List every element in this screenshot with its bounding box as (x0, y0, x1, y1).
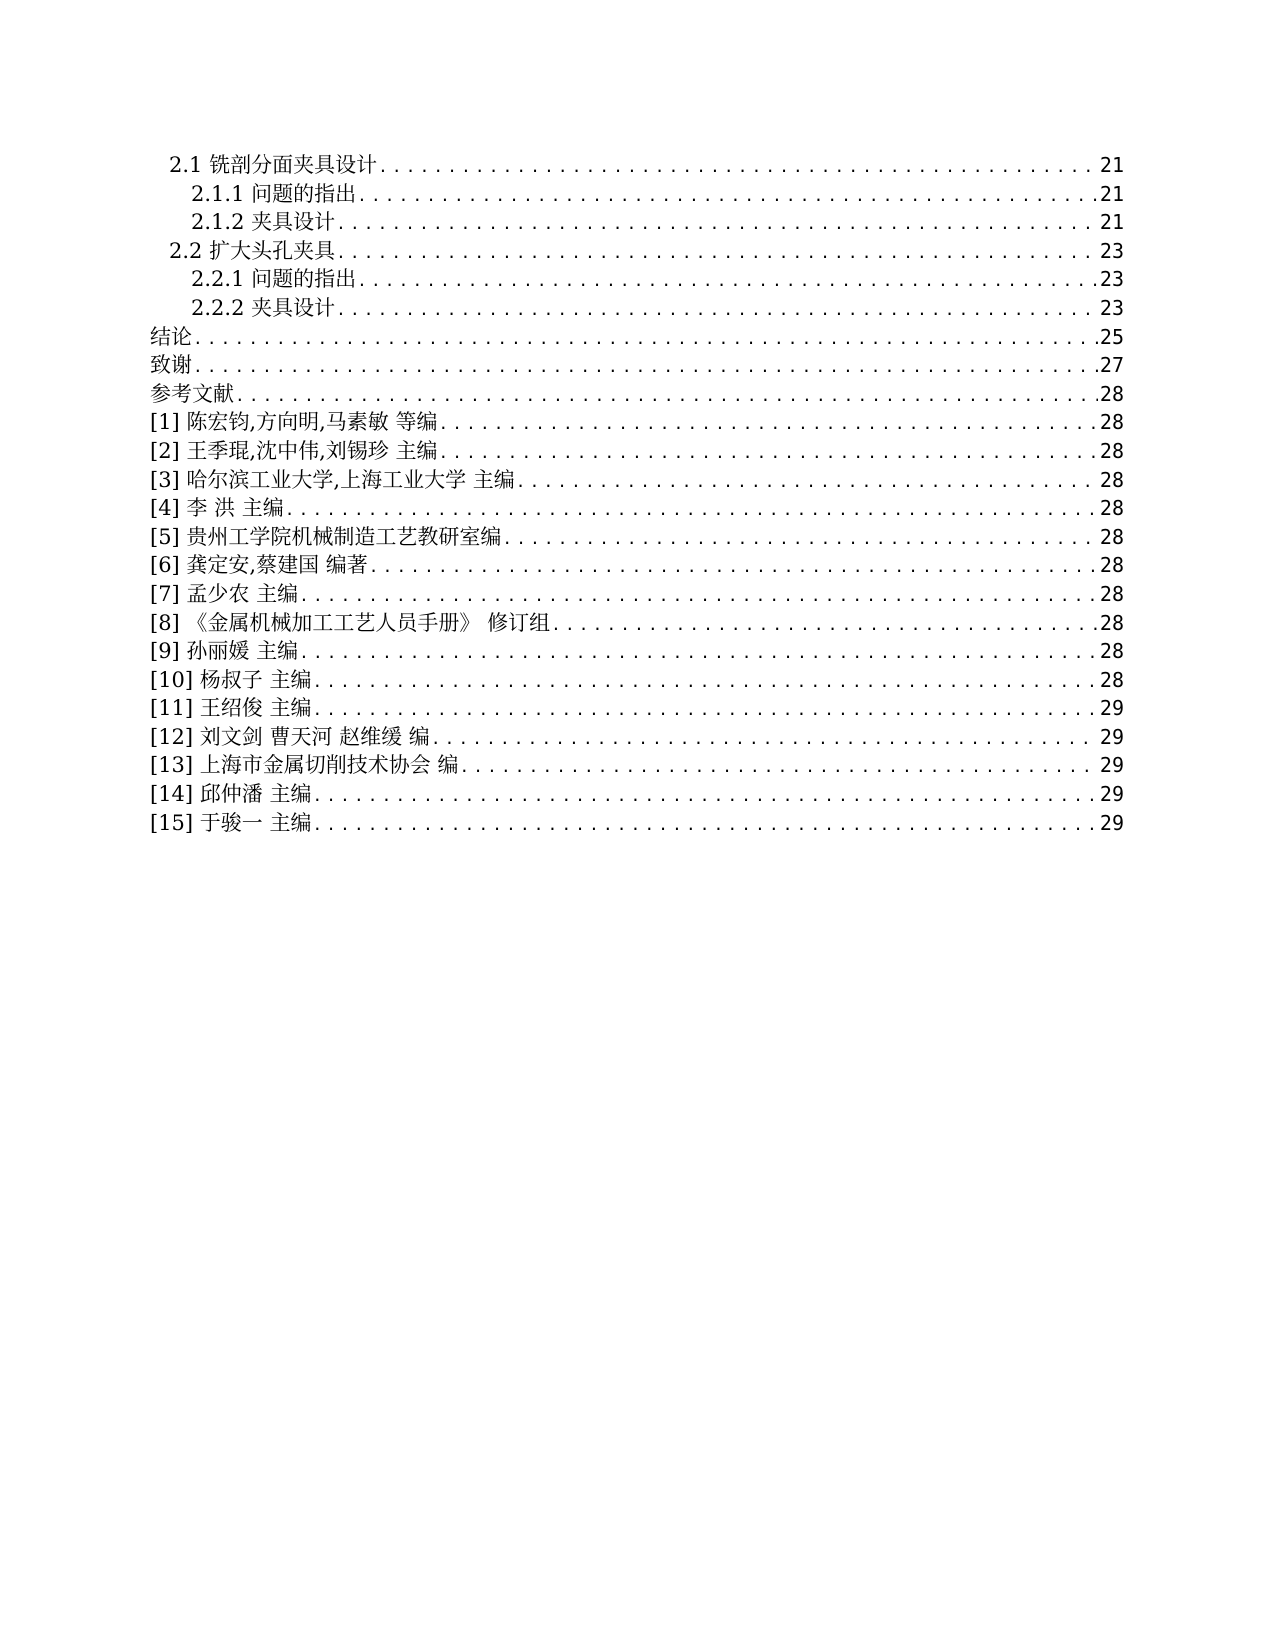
toc-entry[interactable] (150, 809, 1124, 838)
toc-entry-title: 2.2.1 问题的指出 (191, 267, 357, 292)
toc-dot-leader (193, 353, 1098, 382)
toc-dot-leader (551, 611, 1098, 640)
toc-entry[interactable] (150, 237, 1124, 266)
toc-entry-title: [5] 贵州工学院机械制造工艺教研室编 (150, 524, 502, 549)
toc-dot-leader (357, 182, 1098, 211)
toc-entry[interactable] (150, 723, 1124, 752)
toc-dot-leader (312, 782, 1097, 811)
toc-entry-title: [2] 王季琨,沈中伟,刘锡珍 主编 (150, 438, 438, 463)
toc-dot-leader (369, 553, 1098, 582)
toc-page-number: 28 (1099, 639, 1124, 664)
toc-dot-leader (431, 725, 1098, 754)
toc-entry-title: 2.1 铣剖分面夹具设计 (169, 153, 378, 177)
toc-entry-title: [10] 杨叔子 主编 (150, 667, 312, 692)
toc-page-number: 29 (1099, 782, 1124, 807)
toc-entry[interactable] (150, 323, 1124, 352)
toc-dot-leader (299, 582, 1098, 611)
toc-entry-title: [12] 刘文剑 曹天河 赵维缓 编 (150, 724, 430, 749)
toc-dot-leader (438, 439, 1097, 468)
toc-entry[interactable] (150, 694, 1124, 723)
toc-entry[interactable] (150, 180, 1124, 209)
toc-entry-title: 2.2 扩大头孔夹具 (169, 238, 336, 263)
toc-entry-title: [15] 于骏一 主编 (150, 810, 312, 835)
toc-entry[interactable] (150, 551, 1124, 580)
toc-entry[interactable] (150, 437, 1124, 466)
toc-entry-title: 致谢 (150, 353, 192, 378)
toc-page-number: 28 (1099, 410, 1124, 435)
toc-dot-leader (285, 496, 1098, 525)
toc-page-number: 28 (1099, 524, 1124, 549)
toc-dot-leader (502, 525, 1097, 554)
toc-page-number: 29 (1099, 696, 1124, 721)
toc-entry[interactable] (150, 351, 1124, 380)
toc-page-number: 21 (1099, 153, 1124, 177)
toc-entry-title: [14] 邱仲潘 主编 (150, 782, 312, 807)
toc-page-number: 28 (1099, 553, 1124, 578)
toc-dot-leader (336, 239, 1098, 268)
toc-entry[interactable] (150, 523, 1124, 552)
toc-page-number: 29 (1099, 753, 1124, 778)
toc-entry-title: [13] 上海市金属切削技术协会 编 (150, 753, 459, 778)
toc-dot-leader (312, 696, 1097, 725)
toc-dot-leader (235, 382, 1098, 411)
toc-entry[interactable] (150, 494, 1124, 523)
toc-page-number: 21 (1099, 181, 1124, 206)
toc-page-number: 23 (1099, 295, 1124, 320)
toc-entry-title: [7] 孟少农 主编 (150, 581, 299, 606)
toc-page-number: 28 (1099, 610, 1124, 635)
toc-dot-leader (336, 296, 1098, 325)
toc-entry[interactable] (150, 666, 1124, 695)
toc-page-number: 28 (1099, 581, 1124, 606)
toc-entry-title: [6] 龚定安,蔡建国 编著 (150, 553, 368, 578)
toc-dot-leader (438, 410, 1097, 439)
toc-entry[interactable] (150, 609, 1124, 638)
toc-entry[interactable] (150, 637, 1124, 666)
toc-entry[interactable] (150, 294, 1124, 323)
table-of-contents (150, 151, 1124, 837)
toc-entry[interactable] (150, 751, 1124, 780)
toc-entry[interactable] (150, 580, 1124, 609)
toc-entry[interactable] (150, 265, 1124, 294)
toc-entry[interactable] (150, 208, 1124, 237)
toc-entry-title: [11] 王绍俊 主编 (150, 696, 312, 721)
toc-dot-leader (357, 267, 1098, 296)
toc-page-number: 23 (1099, 238, 1124, 263)
toc-entry[interactable] (150, 780, 1124, 809)
toc-page-number: 28 (1099, 381, 1124, 406)
toc-entry-title: 结论 (150, 324, 192, 349)
toc-page-number: 29 (1099, 810, 1124, 835)
toc-dot-leader (299, 639, 1098, 668)
toc-dot-leader (312, 668, 1097, 697)
toc-page-number: 28 (1099, 496, 1124, 521)
toc-page-number: 25 (1099, 324, 1124, 349)
toc-entry-title: [8] 《金属机械加工工艺人员手册》 修订组 (150, 610, 551, 635)
toc-dot-leader (193, 325, 1098, 354)
toc-page-number: 28 (1099, 667, 1124, 692)
toc-entry[interactable] (150, 408, 1124, 437)
toc-entry[interactable] (150, 466, 1124, 495)
toc-entry-title: 2.1.2 夹具设计 (191, 210, 336, 235)
toc-page-number: 29 (1099, 724, 1124, 749)
toc-page-number: 27 (1099, 353, 1124, 378)
toc-entry-title: 参考文献 (150, 381, 234, 406)
toc-entry-title: [1] 陈宏钧,方向明,马素敏 等编 (150, 410, 438, 435)
toc-page-number: 28 (1099, 438, 1124, 463)
toc-entry[interactable] (150, 151, 1124, 180)
toc-page-number: 21 (1099, 210, 1124, 235)
toc-dot-leader (312, 811, 1097, 840)
toc-entry-title: [4] 李 洪 主编 (150, 496, 284, 521)
toc-entry[interactable] (150, 380, 1124, 409)
toc-page-number: 28 (1099, 467, 1124, 492)
toc-entry-title: 2.2.2 夹具设计 (191, 295, 336, 320)
toc-dot-leader (459, 753, 1097, 782)
toc-dot-leader (516, 468, 1098, 497)
toc-page-number: 23 (1099, 267, 1124, 292)
toc-entry-title: [9] 孙丽媛 主编 (150, 639, 299, 664)
toc-entry-title: [3] 哈尔滨工业大学,上海工业大学 主编 (150, 467, 515, 492)
toc-dot-leader (336, 210, 1098, 239)
toc-dot-leader (378, 153, 1098, 182)
toc-entry-title: 2.1.1 问题的指出 (191, 181, 357, 206)
